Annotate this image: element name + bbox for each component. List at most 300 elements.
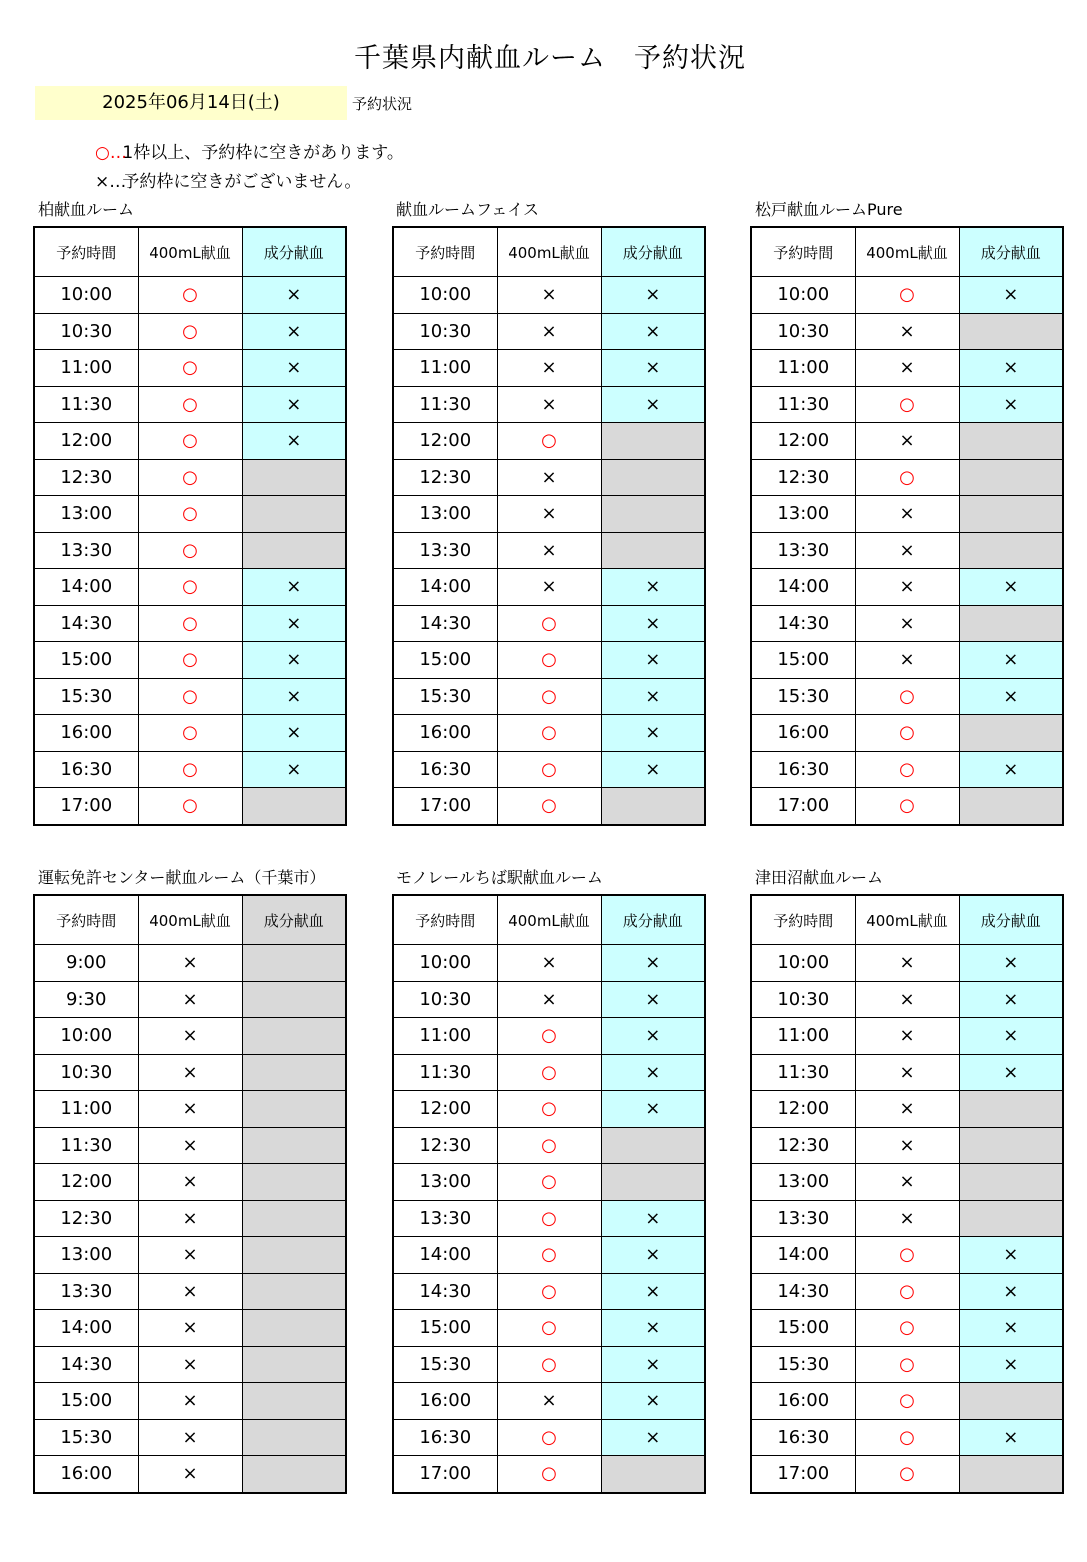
component-status-cell: ×	[959, 569, 1063, 606]
table-row	[34, 945, 346, 982]
legend-available-text: 1枠以上、予約枠に空きがあります。	[122, 143, 404, 163]
table-row	[393, 1456, 705, 1493]
b400-status-cell: ×	[138, 1419, 242, 1456]
table-row	[34, 1091, 346, 1128]
b400-header: 400mL献血	[497, 895, 601, 945]
table-row	[393, 459, 705, 496]
table-header-row	[393, 895, 705, 945]
table-row	[34, 386, 346, 423]
b400-status-cell: ○	[138, 678, 242, 715]
b400-status-cell: ×	[855, 1018, 959, 1055]
time-header: 予約時間	[393, 895, 497, 945]
time-cell: 14:00	[751, 1237, 855, 1274]
b400-status-cell: ○	[497, 423, 601, 460]
time-cell: 15:00	[393, 642, 497, 679]
b400-status-cell: ○	[138, 277, 242, 314]
component-status-cell: ×	[242, 678, 346, 715]
table-row	[751, 313, 1063, 350]
b400-status-cell: ○	[855, 1383, 959, 1420]
table-row	[34, 496, 346, 533]
time-cell: 10:00	[34, 1018, 138, 1055]
b400-status-cell: ○	[855, 788, 959, 825]
time-cell: 11:00	[393, 350, 497, 387]
b400-status-cell: ○	[497, 1273, 601, 1310]
component-status-cell	[242, 981, 346, 1018]
b400-status-cell: ×	[855, 945, 959, 982]
component-header: 成分献血	[959, 227, 1063, 277]
table-row	[393, 532, 705, 569]
b400-status-cell: ×	[138, 1456, 242, 1493]
component-status-cell	[959, 1383, 1063, 1420]
table-row	[751, 386, 1063, 423]
room-name: 運転免許センター献血ルーム（千葉市）	[38, 868, 326, 887]
table-row	[34, 423, 346, 460]
table-row	[393, 386, 705, 423]
b400-status-cell: ×	[138, 1018, 242, 1055]
b400-status-cell: ×	[138, 1127, 242, 1164]
b400-status-cell: ○	[138, 496, 242, 533]
table-row	[751, 1383, 1063, 1420]
time-cell: 17:00	[393, 1456, 497, 1493]
component-status-cell: ×	[601, 1018, 705, 1055]
component-status-cell: ×	[959, 678, 1063, 715]
time-cell: 15:30	[34, 1419, 138, 1456]
room-name: 松戸献血ルームPure	[755, 200, 903, 219]
time-cell: 12:30	[393, 1127, 497, 1164]
table-row	[393, 788, 705, 825]
b400-status-cell: ○	[138, 605, 242, 642]
schedule-table	[392, 226, 706, 826]
component-status-cell: ×	[601, 751, 705, 788]
component-status-cell	[959, 423, 1063, 460]
b400-status-cell: ○	[497, 715, 601, 752]
table-row	[751, 350, 1063, 387]
table-row	[393, 1273, 705, 1310]
component-status-cell	[242, 1018, 346, 1055]
component-status-cell: ×	[601, 1200, 705, 1237]
time-cell: 11:00	[34, 1091, 138, 1128]
b400-status-cell: ○	[855, 1419, 959, 1456]
table-row	[34, 1127, 346, 1164]
component-status-cell	[601, 1456, 705, 1493]
table-row	[34, 1054, 346, 1091]
time-cell: 13:00	[751, 1164, 855, 1201]
time-cell: 17:00	[751, 1456, 855, 1493]
table-header-row	[751, 227, 1063, 277]
legend-full-symbol: ×…	[95, 172, 127, 192]
time-cell: 14:30	[34, 1346, 138, 1383]
time-cell: 14:30	[393, 605, 497, 642]
component-status-cell: ×	[601, 715, 705, 752]
time-cell: 9:00	[34, 945, 138, 982]
table-row	[393, 277, 705, 314]
time-cell: 16:30	[393, 1419, 497, 1456]
component-header: 成分献血	[242, 895, 346, 945]
b400-status-cell: ○	[138, 423, 242, 460]
b400-status-cell: ×	[138, 1273, 242, 1310]
component-status-cell: ×	[601, 1383, 705, 1420]
b400-status-cell: ×	[497, 981, 601, 1018]
table-row	[751, 1346, 1063, 1383]
component-status-cell	[242, 1127, 346, 1164]
table-row	[34, 642, 346, 679]
table-row	[34, 678, 346, 715]
component-status-cell: ×	[601, 350, 705, 387]
table-row	[393, 1383, 705, 1420]
b400-status-cell: ○	[497, 1164, 601, 1201]
b400-status-cell: ○	[497, 1054, 601, 1091]
component-status-cell: ×	[601, 1237, 705, 1274]
table-row	[751, 569, 1063, 606]
component-status-cell: ×	[242, 277, 346, 314]
table-row	[34, 1273, 346, 1310]
table-row	[393, 496, 705, 533]
b400-status-cell: ○	[138, 642, 242, 679]
component-status-cell: ×	[959, 1054, 1063, 1091]
b400-status-cell: ×	[138, 1164, 242, 1201]
b400-status-cell: ○	[855, 1237, 959, 1274]
component-status-cell: ×	[959, 386, 1063, 423]
b400-header: 400mL献血	[138, 895, 242, 945]
time-cell: 13:00	[751, 496, 855, 533]
component-status-cell	[242, 788, 346, 825]
component-status-cell	[242, 1383, 346, 1420]
b400-status-cell: ○	[855, 1346, 959, 1383]
component-status-cell	[242, 1456, 346, 1493]
table-row	[34, 715, 346, 752]
component-status-cell	[959, 313, 1063, 350]
time-cell: 13:30	[393, 1200, 497, 1237]
component-status-cell: ×	[601, 1310, 705, 1347]
table-row	[34, 1310, 346, 1347]
component-status-cell: ×	[601, 277, 705, 314]
b400-status-cell: ○	[497, 1127, 601, 1164]
time-cell: 14:30	[751, 1273, 855, 1310]
b400-status-cell: ×	[138, 1310, 242, 1347]
time-cell: 13:30	[751, 1200, 855, 1237]
b400-status-cell: ○	[497, 1346, 601, 1383]
legend-full-text: 予約枠に空きがございません。	[122, 172, 362, 192]
table-row	[393, 1310, 705, 1347]
component-status-cell: ×	[601, 1273, 705, 1310]
table-row	[751, 1237, 1063, 1274]
time-cell: 12:00	[34, 1164, 138, 1201]
table-row	[751, 1273, 1063, 1310]
date-label: 予約状況	[352, 95, 413, 113]
b400-status-cell: ×	[138, 945, 242, 982]
time-cell: 11:00	[393, 1018, 497, 1055]
component-status-cell: ×	[959, 1273, 1063, 1310]
time-cell: 11:30	[34, 1127, 138, 1164]
time-cell: 13:30	[34, 532, 138, 569]
component-status-cell	[242, 1310, 346, 1347]
component-status-cell: ×	[601, 1346, 705, 1383]
time-header: 予約時間	[751, 227, 855, 277]
page-title: 千葉県内献血ルーム 予約状況	[354, 43, 746, 74]
table-row	[34, 605, 346, 642]
b400-status-cell: ×	[497, 532, 601, 569]
b400-status-cell: ○	[497, 1018, 601, 1055]
table-row	[393, 1091, 705, 1128]
time-cell: 16:30	[751, 751, 855, 788]
time-cell: 12:30	[393, 459, 497, 496]
b400-status-cell: ×	[855, 1091, 959, 1128]
table-row	[751, 678, 1063, 715]
room-name: 津田沼献血ルーム	[755, 868, 884, 887]
table-header-row	[751, 895, 1063, 945]
schedule-table	[750, 226, 1064, 826]
component-status-cell: ×	[959, 751, 1063, 788]
component-status-cell	[959, 532, 1063, 569]
b400-status-cell: ○	[138, 788, 242, 825]
b400-status-cell: ×	[497, 386, 601, 423]
time-header: 予約時間	[34, 895, 138, 945]
table-row	[751, 1200, 1063, 1237]
time-cell: 11:00	[34, 350, 138, 387]
b400-status-cell: ○	[138, 386, 242, 423]
b400-status-cell: ○	[497, 678, 601, 715]
table-row	[751, 788, 1063, 825]
time-cell: 15:30	[751, 678, 855, 715]
time-cell: 12:00	[751, 423, 855, 460]
time-cell: 14:00	[393, 569, 497, 606]
b400-status-cell: ×	[497, 496, 601, 533]
b400-status-cell: ×	[497, 350, 601, 387]
b400-header: 400mL献血	[855, 895, 959, 945]
table-row	[751, 751, 1063, 788]
component-status-cell: ×	[959, 1018, 1063, 1055]
component-status-cell	[242, 1091, 346, 1128]
b400-status-cell: ×	[855, 1164, 959, 1201]
component-status-cell	[959, 605, 1063, 642]
time-cell: 15:00	[751, 642, 855, 679]
component-status-cell	[959, 1127, 1063, 1164]
time-cell: 10:00	[393, 277, 497, 314]
component-status-cell	[242, 945, 346, 982]
component-status-cell	[959, 1091, 1063, 1128]
b400-header: 400mL献血	[497, 227, 601, 277]
room-name: 柏献血ルーム	[38, 200, 135, 219]
component-status-cell: ×	[959, 350, 1063, 387]
component-status-cell: ×	[959, 277, 1063, 314]
time-cell: 16:00	[393, 715, 497, 752]
time-cell: 10:00	[34, 277, 138, 314]
time-cell: 15:30	[393, 1346, 497, 1383]
table-row	[34, 1018, 346, 1055]
table-row	[751, 1419, 1063, 1456]
table-row	[751, 642, 1063, 679]
table-row	[393, 751, 705, 788]
time-cell: 11:30	[393, 386, 497, 423]
b400-status-cell: ○	[497, 605, 601, 642]
b400-status-cell: ×	[855, 350, 959, 387]
time-cell: 14:30	[393, 1273, 497, 1310]
component-status-cell	[242, 1200, 346, 1237]
table-row	[393, 1237, 705, 1274]
schedule-table	[33, 226, 347, 826]
time-cell: 10:00	[393, 945, 497, 982]
time-cell: 15:30	[751, 1346, 855, 1383]
component-status-cell: ×	[959, 642, 1063, 679]
component-status-cell	[959, 1200, 1063, 1237]
table-row	[393, 981, 705, 1018]
component-status-cell: ×	[601, 1419, 705, 1456]
b400-status-cell: ○	[138, 715, 242, 752]
b400-status-cell: ○	[855, 715, 959, 752]
table-row	[34, 1419, 346, 1456]
time-cell: 10:30	[751, 313, 855, 350]
table-row	[34, 981, 346, 1018]
table-row	[751, 1054, 1063, 1091]
b400-status-cell: ○	[855, 277, 959, 314]
component-status-cell	[959, 715, 1063, 752]
time-cell: 15:30	[34, 678, 138, 715]
table-row	[393, 1200, 705, 1237]
table-row	[751, 532, 1063, 569]
time-cell: 17:00	[34, 788, 138, 825]
b400-status-cell: ○	[497, 1200, 601, 1237]
b400-status-cell: ○	[497, 642, 601, 679]
table-row	[393, 715, 705, 752]
component-status-cell	[601, 532, 705, 569]
component-status-cell: ×	[242, 605, 346, 642]
table-row	[751, 605, 1063, 642]
component-status-cell: ×	[601, 1091, 705, 1128]
time-cell: 14:00	[393, 1237, 497, 1274]
b400-header: 400mL献血	[855, 227, 959, 277]
b400-status-cell: ×	[855, 981, 959, 1018]
time-cell: 14:30	[751, 605, 855, 642]
b400-status-cell: ×	[497, 459, 601, 496]
component-header: 成分献血	[242, 227, 346, 277]
b400-status-cell: ○	[497, 788, 601, 825]
component-status-cell: ×	[601, 386, 705, 423]
time-cell: 13:00	[34, 496, 138, 533]
table-header-row	[393, 227, 705, 277]
schedule-table	[750, 894, 1064, 1494]
b400-status-cell: ×	[497, 277, 601, 314]
b400-status-cell: ○	[855, 751, 959, 788]
time-cell: 13:30	[34, 1273, 138, 1310]
time-cell: 14:00	[34, 1310, 138, 1347]
b400-status-cell: ×	[855, 605, 959, 642]
table-row	[393, 642, 705, 679]
time-cell: 13:30	[393, 532, 497, 569]
table-row	[751, 945, 1063, 982]
time-cell: 11:30	[751, 1054, 855, 1091]
b400-status-cell: ○	[138, 751, 242, 788]
table-row	[34, 788, 346, 825]
time-cell: 10:00	[751, 945, 855, 982]
component-status-cell: ×	[959, 1310, 1063, 1347]
b400-status-cell: ×	[855, 1200, 959, 1237]
b400-status-cell: ×	[138, 1237, 242, 1274]
component-status-cell: ×	[242, 751, 346, 788]
time-cell: 14:00	[751, 569, 855, 606]
table-row	[34, 1237, 346, 1274]
table-row	[393, 1018, 705, 1055]
component-status-cell: ×	[242, 350, 346, 387]
b400-status-cell: ×	[855, 313, 959, 350]
b400-status-cell: ×	[138, 1346, 242, 1383]
table-row	[34, 751, 346, 788]
table-row	[393, 569, 705, 606]
legend-full	[95, 167, 361, 192]
component-status-cell	[601, 1127, 705, 1164]
time-cell: 11:30	[751, 386, 855, 423]
time-cell: 9:30	[34, 981, 138, 1018]
table-header-row	[34, 227, 346, 277]
table-row	[751, 459, 1063, 496]
b400-status-cell: ○	[138, 569, 242, 606]
time-cell: 13:00	[393, 1164, 497, 1201]
b400-status-cell: ○	[497, 751, 601, 788]
component-status-cell: ×	[242, 423, 346, 460]
time-cell: 13:00	[34, 1237, 138, 1274]
table-row	[393, 1054, 705, 1091]
component-status-cell: ×	[601, 981, 705, 1018]
table-row	[393, 313, 705, 350]
component-status-cell: ×	[601, 313, 705, 350]
component-status-cell: ×	[242, 313, 346, 350]
time-cell: 11:00	[751, 350, 855, 387]
time-cell: 15:00	[34, 1383, 138, 1420]
component-status-cell	[959, 788, 1063, 825]
b400-status-cell: ○	[855, 1456, 959, 1493]
time-cell: 12:00	[393, 423, 497, 460]
b400-status-cell: ×	[855, 642, 959, 679]
table-row	[393, 945, 705, 982]
b400-status-cell: ×	[855, 569, 959, 606]
component-status-cell	[242, 496, 346, 533]
component-header: 成分献血	[601, 895, 705, 945]
table-row	[751, 1164, 1063, 1201]
component-status-cell: ×	[959, 1237, 1063, 1274]
time-cell: 12:00	[751, 1091, 855, 1128]
time-header: 予約時間	[393, 227, 497, 277]
component-status-cell	[959, 1456, 1063, 1493]
component-status-cell	[242, 1054, 346, 1091]
table-row	[393, 1127, 705, 1164]
b400-status-cell: ×	[855, 532, 959, 569]
component-status-cell	[601, 1164, 705, 1201]
table-row	[34, 1200, 346, 1237]
time-cell: 12:30	[34, 1200, 138, 1237]
component-header: 成分献血	[959, 895, 1063, 945]
legend-available	[95, 138, 404, 163]
time-cell: 16:00	[34, 1456, 138, 1493]
table-row	[393, 1419, 705, 1456]
table-row	[751, 496, 1063, 533]
time-cell: 16:00	[393, 1383, 497, 1420]
time-cell: 11:30	[34, 386, 138, 423]
table-row	[393, 423, 705, 460]
component-status-cell	[601, 459, 705, 496]
b400-status-cell: ×	[497, 313, 601, 350]
legend-available-symbol: ○…	[95, 143, 127, 163]
b400-status-cell: ○	[138, 459, 242, 496]
time-cell: 16:00	[34, 715, 138, 752]
b400-status-cell: ○	[497, 1091, 601, 1128]
time-cell: 10:00	[751, 277, 855, 314]
component-status-cell: ×	[601, 605, 705, 642]
table-row	[34, 1346, 346, 1383]
component-status-cell: ×	[959, 1346, 1063, 1383]
component-status-cell	[959, 459, 1063, 496]
room-name: モノレールちば駅献血ルーム	[396, 868, 603, 887]
table-row	[751, 715, 1063, 752]
time-cell: 10:30	[393, 981, 497, 1018]
